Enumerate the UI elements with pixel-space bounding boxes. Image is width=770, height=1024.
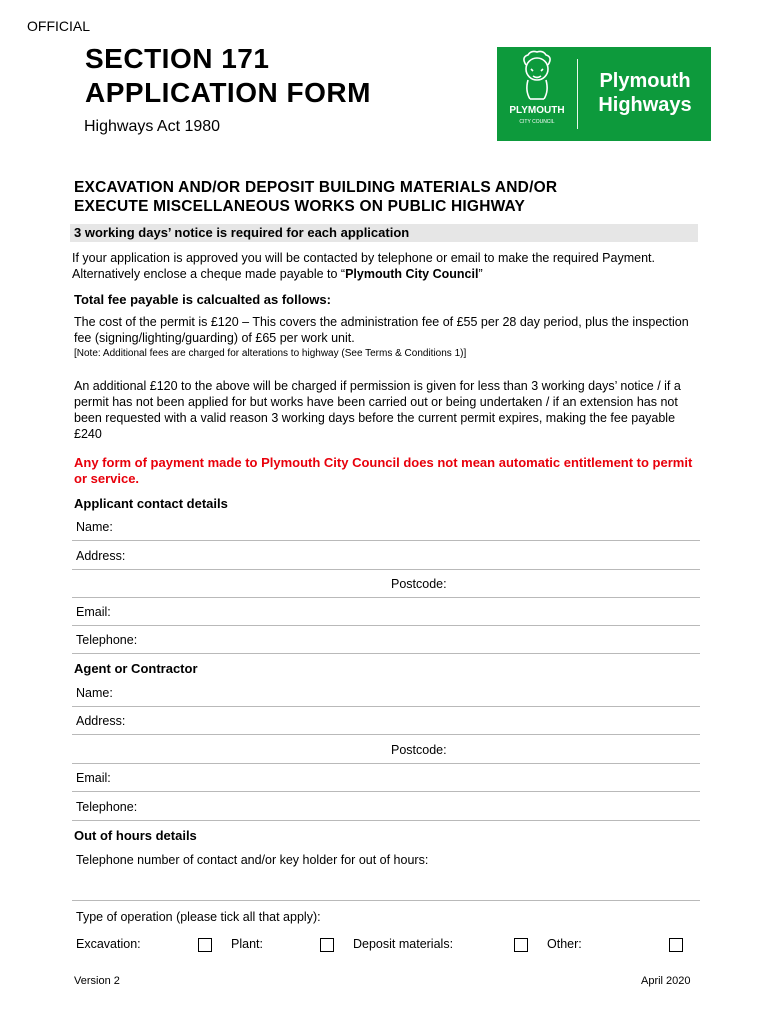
plant-label: Plant: [231, 937, 263, 951]
agent-name-field[interactable] [72, 706, 700, 707]
out-of-hours-title: Out of hours details [74, 828, 197, 843]
plant-checkbox[interactable] [320, 938, 334, 952]
payee-name: Plymouth City Council [345, 267, 479, 281]
applicant-name-field[interactable] [72, 540, 700, 541]
agent-postcode-label: Postcode: [391, 743, 447, 757]
agent-section-title: Agent or Contractor [74, 661, 198, 676]
applicant-section-title: Applicant contact details [74, 496, 228, 511]
applicant-email-field[interactable] [72, 625, 700, 626]
title-line-1: SECTION 171 [85, 43, 270, 74]
applicant-postcode-field[interactable] [72, 597, 700, 598]
page-title [85, 42, 371, 110]
payment-paragraph [72, 250, 700, 282]
payment-text: If your application is approved you will be contacted by telephone or email to make the required Payment. Alternatively enclose a cheque made payable to “ [72, 251, 655, 281]
excavation-checkbox[interactable] [198, 938, 212, 952]
heading-line-2: EXECUTE MISCELLANEOUS WORKS ON PUBLIC HIGHWAY [74, 198, 526, 215]
agent-email-field[interactable] [72, 791, 700, 792]
agent-address-label: Address: [76, 714, 126, 728]
agent-email-label: Email: [76, 771, 111, 785]
title-line-2: APPLICATION FORM [85, 77, 371, 108]
operation-type-label: Type of operation (please tick all that apply): [76, 910, 321, 924]
logo-highways-line-2: Highways [598, 94, 692, 116]
logo-council-small: CITY COUNCIL [519, 119, 555, 125]
out-of-hours-phone-field[interactable] [72, 900, 700, 901]
excavation-label: Excavation: [76, 937, 141, 951]
page-subtitle: Highways Act 1980 [84, 118, 221, 135]
logo-divider [577, 59, 578, 129]
additional-fee-paragraph: An additional £120 to the above will be charged if permission is given for less than 3 working days’ notice / if a permit has not been applied for but works have been carried out or being undertaken / if an extension has not been requested with a valid reason 3 working days before the current permit expires, making the fee payable £240 [74, 379, 681, 441]
applicant-telephone-label: Telephone: [76, 633, 138, 647]
other-checkbox[interactable] [669, 938, 683, 952]
lion-crest-icon [497, 47, 577, 105]
payment-warning: Any form of payment made to Plymouth City Council does not mean automatic entitlement to permit or service. [74, 455, 693, 486]
applicant-address-label: Address: [76, 549, 126, 563]
fee-paragraph: The cost of the permit is £120 – This covers the administration fee of £55 per 28 day period, plus the inspection fee (signing/lighting/guarding) of £65 per work unit. [74, 315, 689, 345]
payment-text-end: ” [478, 267, 483, 281]
footer-version: Version 2 [74, 975, 120, 987]
applicant-telephone-field[interactable] [72, 653, 700, 654]
out-of-hours-phone-label: Telephone number of contact and/or key holder for out of hours: [76, 853, 429, 867]
other-label: Other: [547, 937, 582, 951]
deposit-materials-checkbox[interactable] [514, 938, 528, 952]
agent-postcode-field[interactable] [72, 763, 700, 764]
plymouth-highways-logo [497, 47, 711, 141]
notice-text: 3 working days’ notice is required for each application [74, 225, 410, 240]
agent-name-label: Name: [76, 686, 113, 700]
logo-highways-line-1: Plymouth [599, 70, 691, 92]
applicant-postcode-label: Postcode: [391, 577, 447, 591]
applicant-email-label: Email: [76, 605, 111, 619]
agent-telephone-field[interactable] [72, 820, 700, 821]
heading-line-1: EXCAVATION AND/OR DEPOSIT BUILDING MATERIALS AND/OR [74, 179, 558, 196]
applicant-address-field[interactable] [72, 569, 700, 570]
fee-note: [Note: Additional fees are charged for alterations to highway (See Terms & Conditions 1)] [74, 348, 467, 359]
total-fee-title: Total fee payable is calcualted as follows: [74, 292, 331, 307]
footer-date: April 2020 [641, 975, 691, 987]
agent-address-field[interactable] [72, 734, 700, 735]
form-heading [74, 178, 714, 216]
deposit-materials-label: Deposit materials: [353, 937, 454, 951]
agent-telephone-label: Telephone: [76, 800, 138, 814]
logo-highways-text [585, 69, 705, 117]
logo-council-word: PLYMOUTH [509, 105, 565, 116]
classification-label: OFFICIAL [27, 18, 91, 34]
applicant-name-label: Name: [76, 520, 113, 534]
